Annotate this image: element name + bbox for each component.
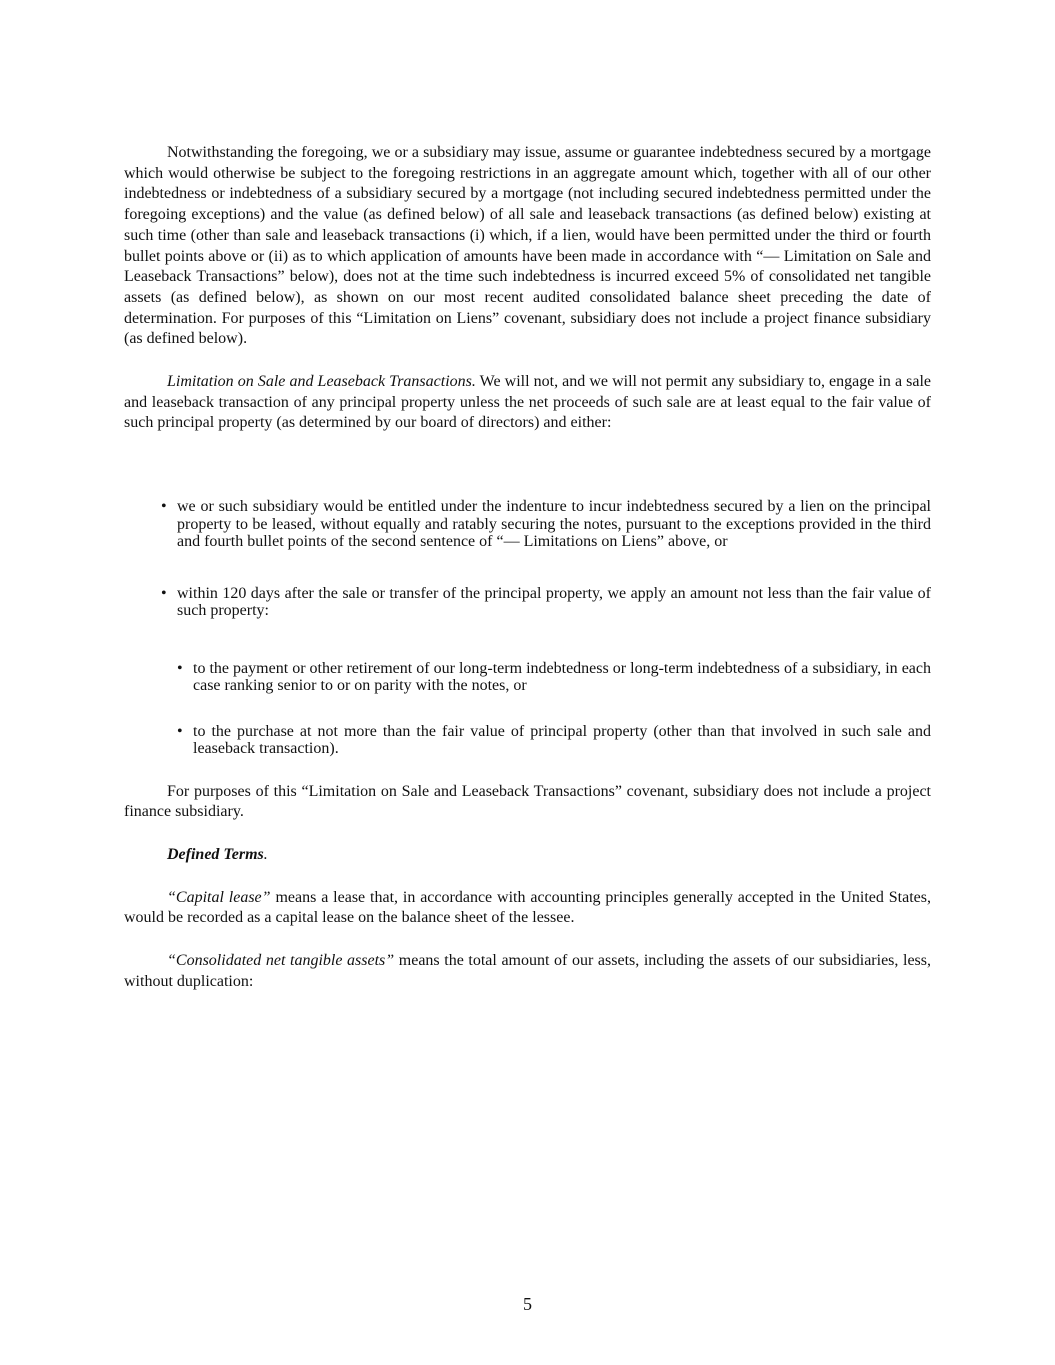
- definition-capital-lease: [124, 888, 931, 929]
- sub-bullet-item-2: [124, 723, 931, 758]
- paragraph-sale-leaseback: [124, 372, 931, 434]
- bullet-text: within 120 days after the sale or transfer of the principal property, we apply an amount not less than the fair value of such property:: [177, 584, 931, 620]
- sale-leaseback-body: We will not, and we will not permit any subsidiary to, engage in a sale and leaseback transaction of any principal property unless the net proceeds of such sale are at least equal to the fair value of such principal property (as determined by our board of directors) and either:: [124, 373, 932, 432]
- heading-sale-leaseback: Limitation on Sale and Leaseback Transactions.: [167, 373, 476, 391]
- bullet-text: we or such subsidiary would be entitled under the indenture to incur indebtedness secured by a lien on the principal property to be leased, without equally and ratably securing the notes, pursuant to the exceptions provided in the third and fourth bullet points of the second sentence of “— Limitations on Liens” above, or: [177, 498, 931, 551]
- paragraph-project-finance-exclusion: For purposes of this “Limitation on Sale and Leaseback Transactions” covenant, subsidiary does not include a project finance subsidiary.: [124, 782, 931, 821]
- defined-terms-period: .: [263, 846, 268, 864]
- term-capital-lease: “Capital lease”: [167, 888, 271, 906]
- bullet-item-2: [124, 585, 931, 620]
- defined-terms-heading: [124, 845, 931, 866]
- bullet-item-1: [124, 498, 931, 551]
- defined-terms-title: Defined Terms: [167, 846, 264, 864]
- document-page: [124, 143, 931, 993]
- sub-bullet-item-1: [124, 660, 931, 695]
- paragraph-limitation-on-liens-exception: Notwithstanding the foregoing, we or a subsidiary may issue, assume or guarantee indebtedness secured by a mortgage which would otherwise be subject to the foregoing restrictions in an aggregate amount which, together with all of our other indebtedness or indebtedness of a subsidiary secured by a mortgage (not including secured indebtedness permitted under the foregoing exceptions) and the value (as defined below) of all sale and leaseback transactions (as defined below) existing at such time (other than sale and leaseback transactions (i) which, if a lien, would have been permitted under the third or fourth bullet points above or (ii) as to which application of amounts have been made in accordance with “— Limitation on Sale and Leaseback Transactions” below), does not at the time such indebtedness is incurred exceed 5% of consolidated net tangible assets (as defined below), as shown on our most recent audited consolidated balance sheet preceding the date of determination. For purposes of this “Limitation on Liens” covenant, subsidiary does not include a project finance subsidiary (as defined below).: [124, 144, 931, 348]
- bullet-marker: •: [161, 498, 167, 516]
- capital-lease-definition: means a lease that, in accordance with accounting principles generally accepted in the United States, would be recorded as a capital lease on the balance sheet of the lessee.: [124, 888, 931, 927]
- sub-bullet-text: to the purchase at not more than the fair value of principal property (other than that involved in such sale and leaseback transaction).: [193, 722, 931, 758]
- cnta-definition: means the total amount of our assets, including the assets of our subsidiaries, less, without duplication:: [124, 952, 932, 990]
- term-consolidated-net-tangible-assets: “Consolidated net tangible assets”: [167, 952, 395, 970]
- sub-bullet-marker: •: [177, 722, 183, 740]
- sub-bullet-marker: •: [177, 659, 183, 677]
- sub-bullet-text: to the payment or other retirement of our long-term indebtedness or long-term indebtedness of a subsidiary, in each case ranking senior to or on parity with the notes, or: [193, 659, 931, 695]
- page-number: 5: [523, 1294, 532, 1314]
- bullet-marker: •: [161, 584, 167, 602]
- definition-consolidated-net-tangible-assets: [124, 951, 931, 992]
